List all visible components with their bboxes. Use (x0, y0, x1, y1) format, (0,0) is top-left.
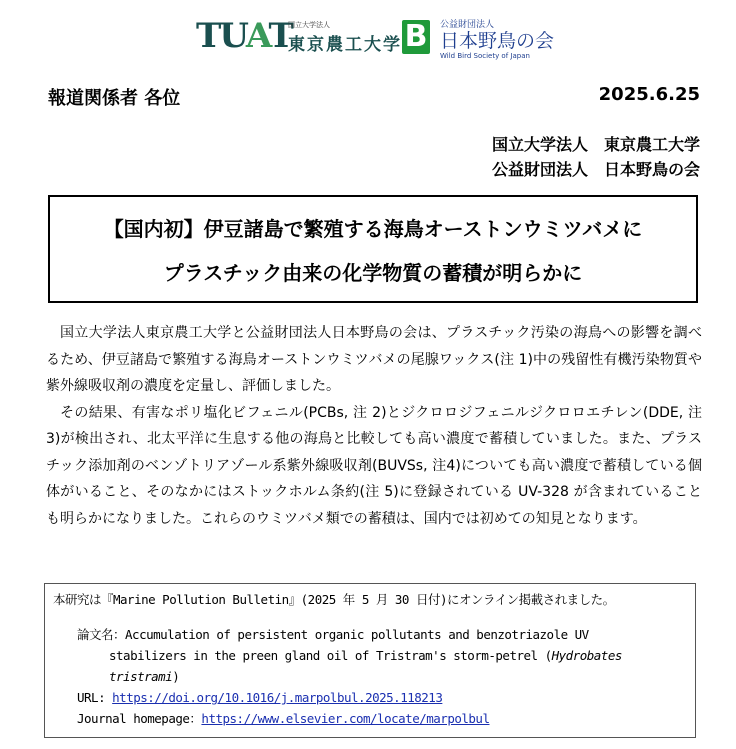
journal-link[interactable]: https://www.elsevier.com/locate/marpolbul (201, 711, 490, 726)
paragraph: 国立大学法人東京農工大学と公益財団法人日本野鳥の会は、プラスチック汚染の海鳥への影響を調べるため、伊豆諸島で繁殖する海鳥オーストンウミツバメの尾腺ワックス(注 1)中の残留性有機汚染物質や紫外線吸収剤の濃度を定量し、評価しました。 (46, 325, 702, 394)
addressee: 報道関係者 各位 (48, 88, 181, 109)
wbsj-name: 公益財団法人 日本野鳥の会 Wild Bird Society of Japan (440, 20, 555, 60)
title-box: 【国内初】伊豆諸島で繁殖する海鳥オーストンウミツバメに プラスチック由来の化学物質の蓄積が明らかに (48, 195, 698, 303)
tuat-logo: TUAT (196, 16, 292, 56)
wbsj-logo: B (402, 20, 430, 54)
date: 2025.6.25 (598, 84, 700, 105)
body-text (46, 320, 702, 532)
organizations: 国立大学法人 東京農工大学 公益財団法人 日本野鳥の会 (491, 135, 700, 179)
paragraph: その結果、有害なポリ塩化ビフェニル(PCBs, 注 2)とジクロロジフェニルジクロロエチレン(DDE, 注 3)が検出され、北太平洋に生息する他の海鳥と比較しても高い濃度で蓄積していました。また、プラスチック添加剤のベンゾトリアゾール系紫外線吸収剤(BUVSs, 注4)についても高い濃度で蓄積している個体がいること、そのなかにはストックホルム条約(注 5)に登録されている UV-328 が含まれていることも明らかになりました。これらのウミツバメ類での蓄積は、国内では初めての知見となります。 (46, 404, 702, 527)
reference-box: 本研究は『Marine Pollution Bulletin』(2025 年 5 月 30 日付)にオンライン掲載されました。 論文名：Accumulation of persistent organic pollutants and benzotriazole UV stabilizers in the preen gland oil of Tristram's storm-petrel (Hydrobates tristrami) URL: https://doi.org/10.1016/j.marpolbul.2025.118213 Journal homepage：https://www.elsevier.com/locate/marpolbul (44, 583, 696, 738)
tuat-name: 国立大学法人 東京農工大学 (288, 21, 402, 55)
doi-link[interactable]: https://doi.org/10.1016/j.marpolbul.2025.118213 (112, 690, 443, 705)
